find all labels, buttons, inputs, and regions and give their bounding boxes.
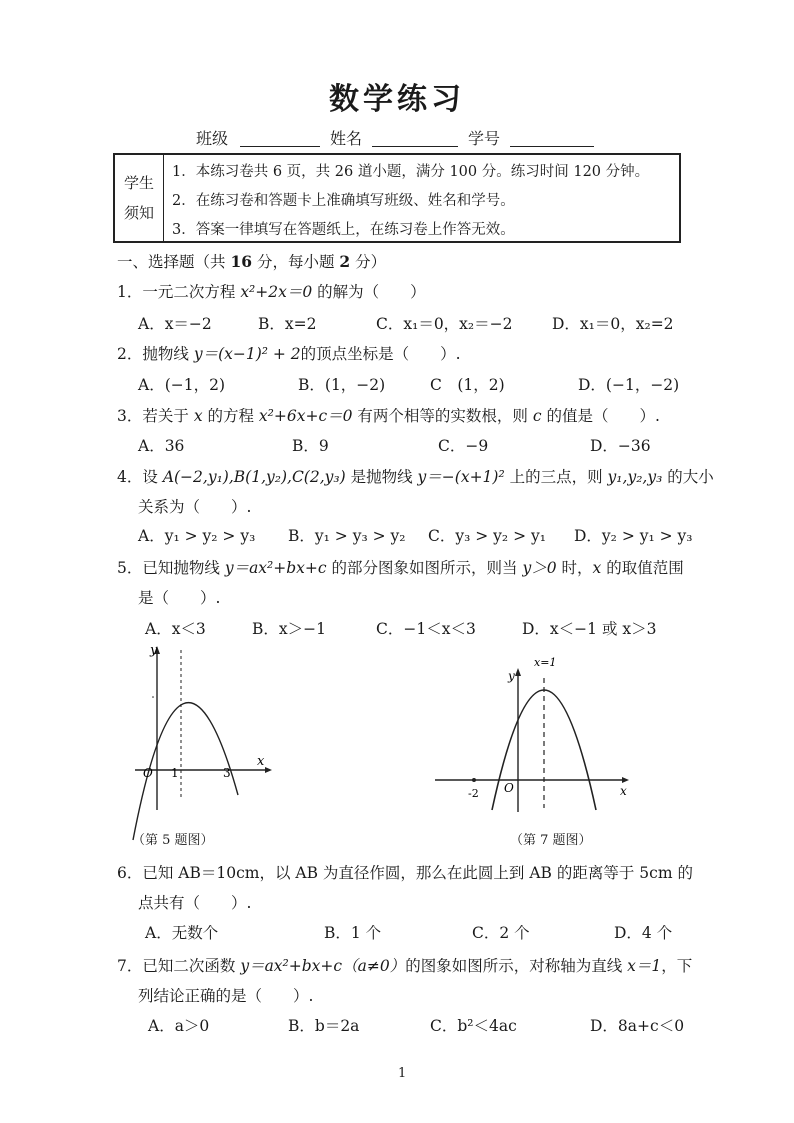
origin-label: O bbox=[504, 781, 514, 795]
minus-2-label: -2 bbox=[468, 787, 479, 800]
question-text: 已知二次函数 bbox=[142, 957, 241, 975]
section-title-each: 2 bbox=[339, 252, 351, 271]
question-1 bbox=[117, 280, 426, 302]
variable: x bbox=[193, 407, 203, 425]
q4-option-d: D．y₂ > y₁ > y₃ bbox=[574, 527, 693, 545]
question-2 bbox=[117, 342, 461, 364]
section-title-post: 分） bbox=[350, 253, 387, 271]
question-number: 7． bbox=[117, 957, 143, 975]
name-blank bbox=[372, 146, 458, 147]
class-label: 班级 bbox=[196, 129, 229, 148]
variables: y₁,y₂,y₃ bbox=[607, 468, 663, 486]
tick-mark bbox=[152, 696, 154, 698]
x-axis-arrow bbox=[265, 767, 272, 773]
q3-option-d: D．−36 bbox=[590, 437, 651, 455]
question-text: 已知抛物线 bbox=[142, 559, 225, 577]
q2-option-b: B．(1，−2) bbox=[298, 376, 386, 394]
x-label: x bbox=[257, 754, 265, 769]
variable: c bbox=[532, 407, 542, 425]
symmetry-axis-label: x=1 bbox=[534, 656, 557, 669]
q1-option-a: A．x＝−2 bbox=[138, 315, 212, 333]
q4-option-c: C．y₃ > y₂ > y₁ bbox=[428, 527, 546, 545]
equation: y＝−(x+1)² bbox=[417, 468, 505, 486]
question-number: 3． bbox=[117, 407, 143, 425]
question-text: 设 bbox=[142, 468, 163, 486]
q3-option-a: A．36 bbox=[138, 437, 185, 455]
origin-label: O bbox=[143, 766, 153, 780]
q7-option-b: B．b＝2a bbox=[288, 1017, 360, 1035]
question-text: 的值是（ ）. bbox=[541, 407, 660, 425]
name-label: 姓名 bbox=[330, 129, 363, 148]
question-text: 的解为（ ） bbox=[312, 283, 426, 301]
equation: y＝ax²+bx+c bbox=[224, 559, 327, 577]
figure-5-caption: （第 5 题图） bbox=[132, 833, 214, 848]
question-number: 4． bbox=[117, 468, 143, 486]
notice-label bbox=[115, 155, 164, 241]
point-minus-2 bbox=[472, 778, 476, 782]
q1-option-b: B．x=2 bbox=[258, 315, 317, 333]
question-text: 的顶点坐标是（ ）. bbox=[300, 345, 461, 363]
symmetry-axis-expression: x＝1 bbox=[627, 957, 662, 975]
question-text: 已知 AB＝10cm，以 AB 为直径作圆，那么在此圆上到 AB 的距离等于 5cm 的 bbox=[142, 864, 693, 882]
page-title: 数学练习 bbox=[329, 82, 465, 117]
tick-1-label: 1 bbox=[171, 766, 179, 780]
y-label: y bbox=[508, 669, 515, 683]
question-text: 上的三点，则 bbox=[504, 468, 608, 486]
q6-option-d: D．4 个 bbox=[614, 924, 673, 942]
section-title-pre: 一、选择题（共 bbox=[117, 253, 231, 271]
question-text: 若关于 bbox=[142, 407, 194, 425]
section-title bbox=[117, 250, 386, 272]
y-label: y bbox=[150, 643, 158, 658]
tick-3-label: 3 bbox=[223, 766, 231, 780]
question-5 bbox=[117, 556, 684, 578]
figure-5-graph bbox=[125, 640, 275, 820]
q2-option-d: D．(−1，−2) bbox=[578, 376, 680, 394]
q3-option-b: B．9 bbox=[292, 437, 329, 455]
condition: y＞0 bbox=[522, 559, 557, 577]
q6-option-b: B．1 个 bbox=[324, 924, 382, 942]
question-3 bbox=[117, 404, 660, 426]
question-text: 的图象如图所示，对称轴为直线 bbox=[405, 957, 628, 975]
question-number: 2． bbox=[117, 345, 143, 363]
figure-7-caption: （第 7 题图） bbox=[510, 833, 592, 848]
q3-option-c: C．−9 bbox=[438, 437, 489, 455]
question-text: ，下 bbox=[661, 957, 693, 975]
question-4 bbox=[117, 465, 714, 487]
question-text: 是抛物线 bbox=[345, 468, 418, 486]
question-text: 一元二次方程 bbox=[142, 283, 241, 301]
id-blank bbox=[510, 146, 594, 147]
q7-option-c: C．b²＜4ac bbox=[430, 1017, 517, 1035]
q4-option-a: A．y₁ > y₂ > y₃ bbox=[138, 527, 256, 545]
student-notice-box bbox=[113, 153, 681, 243]
question-text: 的方程 bbox=[202, 407, 259, 425]
q7-option-a: A．a＞0 bbox=[148, 1017, 210, 1035]
notice-label-line2: 须知 bbox=[123, 204, 154, 222]
question-6 bbox=[117, 861, 693, 883]
notice-label-line1: 学生 bbox=[123, 174, 154, 192]
question-4-line2: 关系为（ ）. bbox=[138, 498, 252, 516]
q6-option-a: A．无数个 bbox=[145, 924, 219, 942]
q2-option-c: C (1，2) bbox=[430, 376, 505, 394]
page-number: 1 bbox=[398, 1066, 407, 1081]
question-number: 5． bbox=[117, 559, 143, 577]
x-label: x bbox=[620, 784, 627, 798]
notice-item-1: 1．本练习卷共 6 页，共 26 道小题，满分 100 分。练习时间 120 分钟。 bbox=[172, 164, 650, 180]
q5-option-a: A．x＜3 bbox=[145, 620, 206, 638]
q4-option-b: B．y₁ > y₃ > y₂ bbox=[288, 527, 406, 545]
question-text: 的取值范围 bbox=[601, 559, 684, 577]
q1-option-c: C．x₁＝0，x₂＝−2 bbox=[376, 315, 513, 333]
q6-option-c: C．2 个 bbox=[472, 924, 530, 942]
notice-item-2: 2．在练习卷和答题卡上准确填写班级、姓名和学号。 bbox=[172, 193, 515, 209]
q1-option-d: D．x₁＝0，x₂=2 bbox=[552, 315, 674, 333]
question-text: 的大小 bbox=[662, 468, 714, 486]
section-title-mid: 分，每小题 bbox=[252, 253, 340, 271]
q5-option-d: D．x＜−1 或 x＞3 bbox=[522, 620, 657, 638]
question-6-line2: 点共有（ ）. bbox=[138, 894, 252, 912]
question-number: 6． bbox=[117, 864, 143, 882]
q5-option-c: C．−1＜x＜3 bbox=[376, 620, 476, 638]
x-axis-arrow bbox=[622, 777, 629, 783]
question-number: 1． bbox=[117, 283, 143, 301]
equation: x²+6x+c＝0 bbox=[258, 407, 353, 425]
q2-option-a: A．(−1，2) bbox=[138, 376, 225, 394]
class-blank bbox=[240, 146, 320, 147]
question-5-line2: 是（ ）. bbox=[138, 589, 221, 607]
y-axis-arrow bbox=[515, 668, 521, 676]
question-text: 的部分图象如图所示，则当 bbox=[326, 559, 523, 577]
variable: x bbox=[592, 559, 602, 577]
question-7 bbox=[117, 954, 692, 976]
question-text: 时， bbox=[556, 559, 593, 577]
equation: y＝ax²+bx+c（a≠0） bbox=[240, 957, 406, 975]
id-label: 学号 bbox=[468, 129, 501, 148]
question-7-line2: 列结论正确的是（ ）. bbox=[138, 987, 314, 1005]
q7-option-d: D．8a+c＜0 bbox=[590, 1017, 685, 1035]
q5-option-b: B．x＞−1 bbox=[252, 620, 326, 638]
notice-item-3: 3．答案一律填写在答题纸上，在练习卷上作答无效。 bbox=[172, 222, 515, 238]
equation: x²+2x＝0 bbox=[240, 283, 313, 301]
section-title-score: 16 bbox=[230, 252, 253, 271]
question-text: 抛物线 bbox=[142, 345, 194, 363]
figure-7-graph bbox=[430, 650, 635, 820]
question-text: 有两个相等的实数根，则 bbox=[352, 407, 533, 425]
points-expression: A(−2,y₁),B(1,y₂),C(2,y₃) bbox=[162, 468, 346, 486]
equation: y＝(x−1)² + 2 bbox=[193, 345, 301, 363]
